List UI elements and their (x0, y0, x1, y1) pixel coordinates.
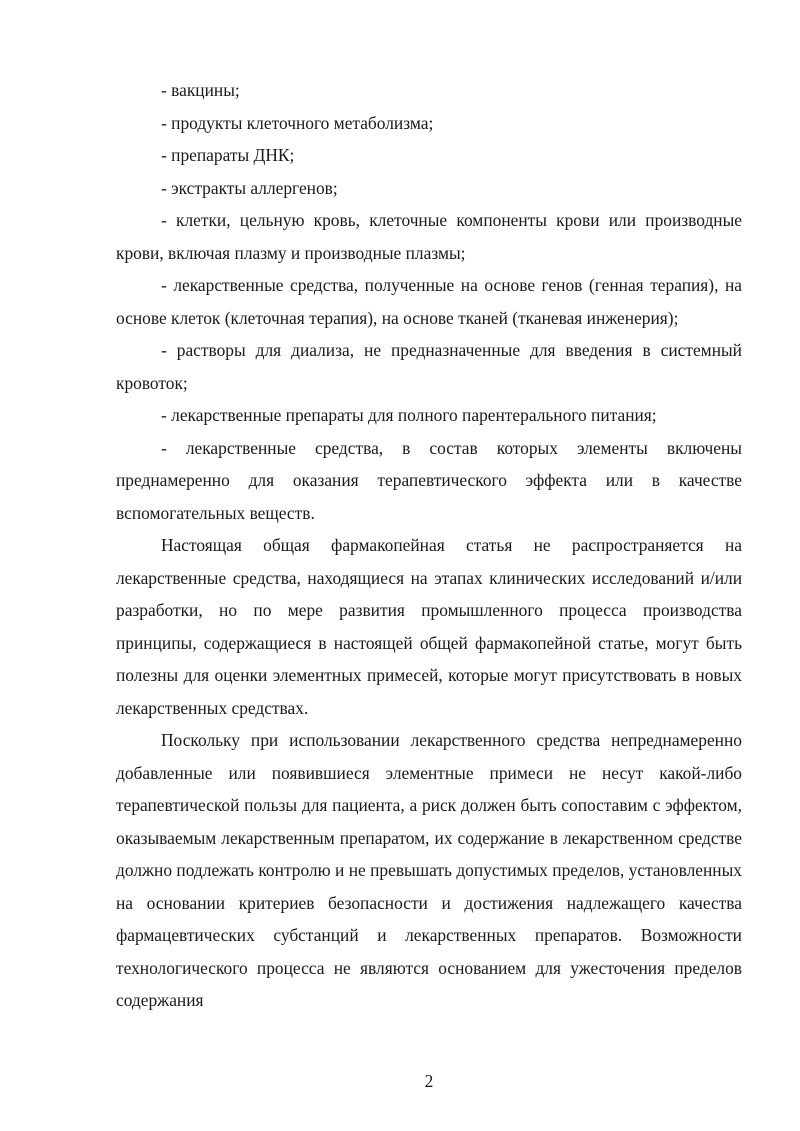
list-item: - клетки, цельную кровь, клеточные компоненты крови или производные крови, включая плазму и производные плазмы; (116, 210, 742, 263)
list-item: - вакцины; (161, 80, 240, 100)
list-item: - экстракты аллергенов; (161, 177, 338, 198)
list-item: - продукты клеточного метаболизма; (161, 112, 434, 133)
paragraph-scope-exclusion: Настоящая общая фармакопейная статья не распространяется на лекарственные средства, находящиеся на этапах клинических исследований и/или разработки, но по мере развития промышленного процесса производства принципы, содержащиеся в настоящей общей фармакопейной статье, могут быть полезны для оценки элементных примесей, которые могут присутствовать в новых лекарственных средствах. (116, 535, 742, 718)
list-item: - растворы для диализа, не предназначенные для введения в системный кровоток; (116, 340, 742, 393)
paragraph-impurity-control: Поскольку при использовании лекарственного средства непреднамеренно добавленные или появившиеся элементные примеси не несут какой-либо терапевтической пользы для пациента, а риск должен быть сопоставим с эффектом, оказываемым лекарственным препаратом, их содержание в лекарственном средстве должно подлежать контролю и не превышать допустимых пределов, установленных на основании критериев безопасности и достижения надлежащего качества фармацевтических субстанций и лекарственных препаратов. Возможности технологического процесса не являются основанием для ужесточения пределов содержания (116, 730, 742, 1010)
page-body (116, 74, 742, 1017)
page-number: 2 (424, 1071, 434, 1091)
list-item: - лекарственные средства, в состав которых элементы включены преднамеренно для оказания терапевтического эффекта или в качестве вспомогательных веществ. (116, 437, 742, 523)
list-item: - препараты ДНК; (161, 145, 295, 165)
list-item: - лекарственные средства, полученные на основе генов (генная терапия), на основе клеток (клеточная терапия), на основе тканей (тканевая инженерия); (116, 275, 742, 328)
list-item: - лекарственные препараты для полного парентерального питания; (161, 405, 657, 425)
